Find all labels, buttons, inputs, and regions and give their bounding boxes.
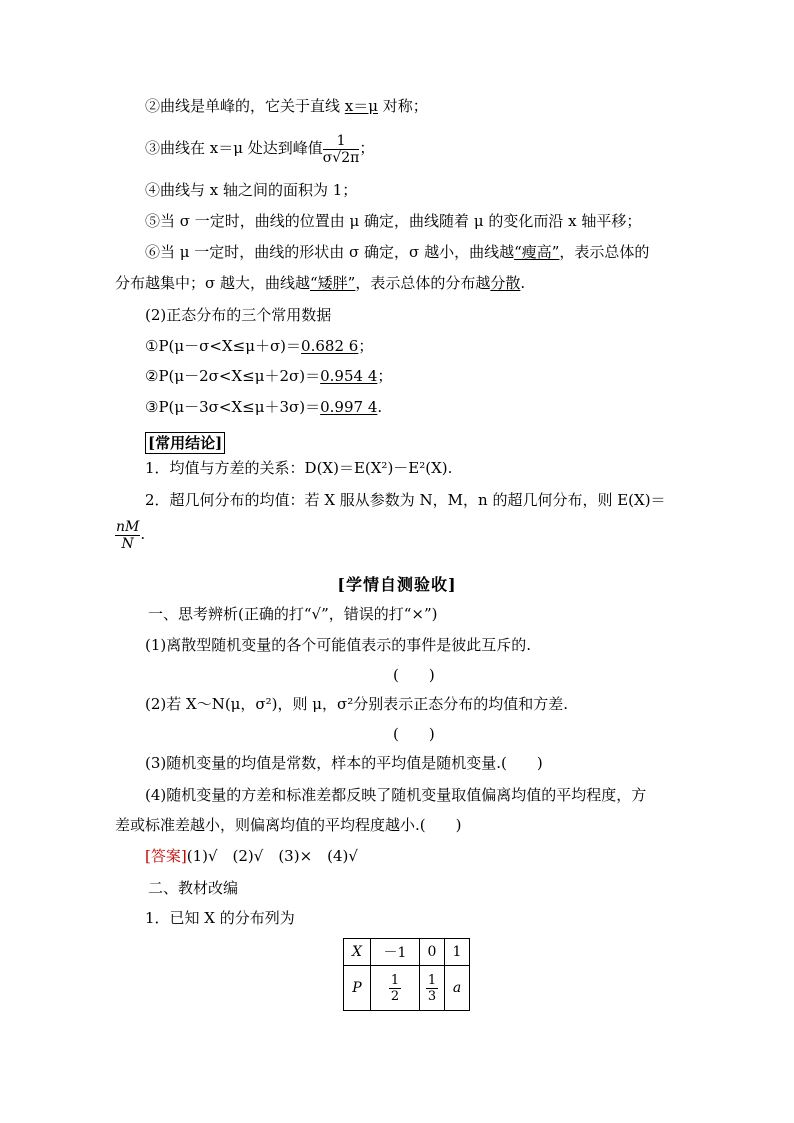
numerator: 1 bbox=[427, 972, 437, 988]
distribution-table bbox=[343, 938, 470, 1011]
conclusion-2-fraction-line bbox=[115, 514, 145, 554]
section-title: [学情自测验收] bbox=[337, 575, 457, 594]
part2-question-1: 1．已知 X 的分布列为 bbox=[145, 909, 295, 927]
text: ； bbox=[377, 367, 393, 385]
conclusions-tag bbox=[145, 432, 225, 454]
text: . bbox=[140, 525, 146, 543]
prop-6-line-2 bbox=[115, 273, 525, 293]
question-1: (1)离散型随机变量的各个可能值表示的事件是彼此互斥的. bbox=[145, 636, 532, 654]
text: 对称； bbox=[378, 97, 428, 115]
table-cell: X bbox=[344, 939, 371, 966]
numerator: nM bbox=[116, 518, 140, 535]
question-1-paren: ( ) bbox=[393, 666, 435, 684]
text: ③曲线在 x＝μ 处达到峰值 bbox=[145, 139, 323, 157]
numerator: 1 bbox=[390, 972, 400, 988]
common-data-item-2 bbox=[145, 366, 392, 386]
underlined-text: “矮胖” bbox=[310, 274, 356, 292]
table-cell: 1 bbox=[445, 939, 470, 966]
underlined-text: x＝μ bbox=[344, 97, 378, 115]
question-4-line-2: 差或标准差越小，则偏离均值的平均程度越小.( ) bbox=[115, 816, 462, 834]
question-2-paren: ( ) bbox=[393, 725, 435, 743]
common-data-title: (2)正态分布的三个常用数据 bbox=[145, 306, 332, 324]
text: ⑥当 μ 一定时，曲线的形状由 σ 确定，σ 越小，曲线越 bbox=[145, 243, 515, 261]
underlined-value: 0.682 6 bbox=[301, 337, 359, 355]
conclusion-2: 2．超几何分布的均值：若 X 服从参数为 N，M，n 的超几何分布，则 E(X)＝ bbox=[145, 491, 666, 509]
peak-fraction bbox=[323, 133, 360, 166]
underlined-value: 0.997 4 bbox=[320, 398, 378, 416]
denominator: N bbox=[121, 535, 134, 552]
answer-line bbox=[145, 846, 358, 866]
conclusion-1: 1．均值与方差的关系：D(X)＝E(X²)－E²(X). bbox=[145, 459, 453, 477]
table-cell: a bbox=[445, 966, 470, 1011]
table-row bbox=[344, 966, 470, 1011]
text: ； bbox=[358, 337, 374, 355]
table-cell bbox=[420, 966, 445, 1011]
fraction bbox=[426, 973, 438, 1004]
text: ①P(μ－σ<X≤μ＋σ)＝ bbox=[145, 337, 302, 355]
answer-tag: [答案] bbox=[145, 847, 187, 865]
text: ②曲线是单峰的，它关于直线 bbox=[145, 97, 345, 115]
text: . bbox=[377, 398, 383, 416]
prop-2 bbox=[145, 96, 428, 116]
question-3: (3)随机变量的均值是常数，样本的平均值是随机变量.( ) bbox=[145, 754, 543, 772]
part2-heading: 二、教材改编 bbox=[148, 879, 239, 897]
prop-5: ⑤当 σ 一定时，曲线的位置由 μ 确定，曲线随着 μ 的变化而沿 x 轴平移； bbox=[145, 212, 642, 230]
part1-heading: 一、思考辨析(正确的打“√”，错误的打“×”) bbox=[148, 605, 438, 623]
text: 分布越集中；σ 越大，曲线越 bbox=[115, 274, 311, 292]
denominator: 2 bbox=[390, 988, 400, 1004]
denominator: 3 bbox=[427, 988, 437, 1004]
table-cell: 0 bbox=[420, 939, 445, 966]
prop-3 bbox=[145, 128, 374, 168]
text: ； bbox=[359, 139, 375, 157]
underlined-text: “瘦高” bbox=[514, 243, 560, 261]
text: ③P(μ－3σ<X≤μ＋3σ)＝ bbox=[145, 398, 321, 416]
tag-label: [常用结论] bbox=[145, 432, 225, 454]
common-data-item-3 bbox=[145, 397, 382, 417]
numerator: 1 bbox=[323, 133, 360, 150]
hypergeometric-mean-fraction bbox=[115, 519, 140, 552]
prop-4: ④曲线与 x 轴之间的面积为 1； bbox=[145, 181, 358, 199]
fraction bbox=[389, 973, 401, 1004]
answer-text: (1)√ (2)√ (3)× (4)√ bbox=[186, 847, 358, 865]
underlined-text: 分散 bbox=[490, 274, 521, 292]
text: ，表示总体的分布越 bbox=[355, 274, 491, 292]
text: . bbox=[520, 274, 526, 292]
question-2: (2)若 X～N(μ，σ²)，则 μ，σ²分别表示正态分布的均值和方差. bbox=[145, 695, 569, 713]
table-cell: －1 bbox=[371, 939, 420, 966]
text: ②P(μ－2σ<X≤μ＋2σ)＝ bbox=[145, 367, 321, 385]
table-row bbox=[344, 939, 470, 966]
prop-6-line-1 bbox=[145, 242, 649, 262]
table-cell: P bbox=[344, 966, 371, 1011]
text: ，表示总体的 bbox=[559, 243, 650, 261]
underlined-value: 0.954 4 bbox=[320, 367, 378, 385]
question-4-line-1: (4)随机变量的方差和标准差都反映了随机变量取值偏离均值的平均程度，方 bbox=[145, 786, 647, 804]
common-data-item-1 bbox=[145, 336, 373, 356]
table-cell bbox=[371, 966, 420, 1011]
denominator: σ√2π bbox=[322, 149, 360, 166]
